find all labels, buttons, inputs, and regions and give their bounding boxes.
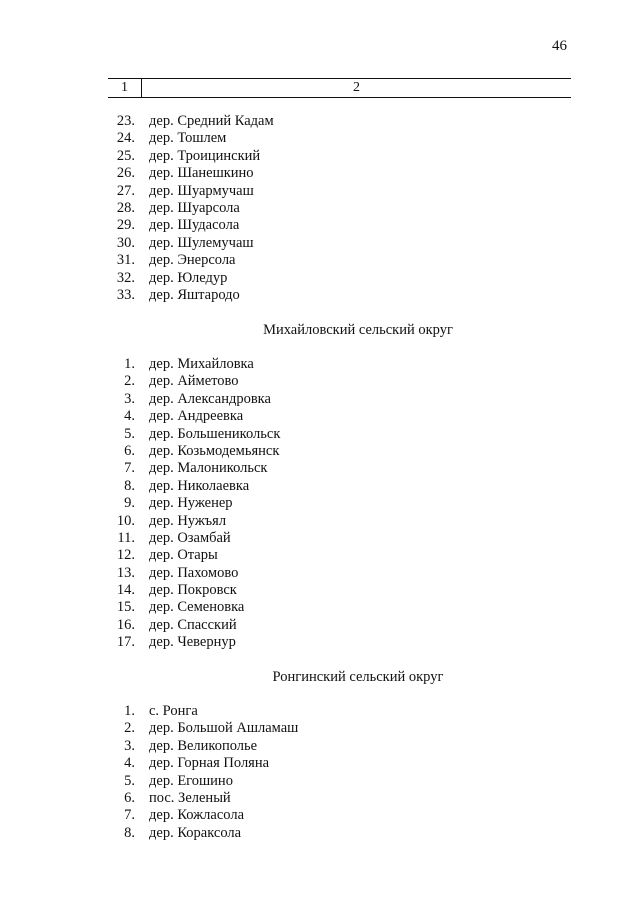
mikhailovsky-settlement-list <box>108 356 280 652</box>
list-item <box>108 443 280 460</box>
settlement-name: дер. Троицинский <box>149 147 261 164</box>
list-item <box>108 547 280 564</box>
settlement-name: дер. Семеновка <box>149 599 245 616</box>
settlement-name: дер. Пахомово <box>149 564 239 581</box>
settlement-name: дер. Великополье <box>149 737 258 754</box>
list-item <box>108 513 280 530</box>
list-item <box>108 478 280 495</box>
item-number: 11. <box>117 529 135 546</box>
column-2-label: 2 <box>353 80 360 95</box>
list-item <box>108 200 274 217</box>
section-heading-mikhailovsky: Михайловский сельский округ <box>263 322 453 338</box>
list-item <box>108 148 274 165</box>
list-item <box>108 599 280 616</box>
list-item <box>108 738 298 755</box>
column-1-label: 1 <box>121 80 128 95</box>
settlement-name: дер. Нуженер <box>149 495 233 512</box>
item-number: 10. <box>116 512 135 529</box>
section-heading-ronginsky: Ронгинский сельский округ <box>272 669 444 685</box>
settlement-name: дер. Покровск <box>149 582 237 599</box>
list-item <box>108 565 280 582</box>
settlement-name: дер. Отары <box>149 547 218 564</box>
item-number: 1. <box>124 703 135 719</box>
list-item <box>108 391 280 408</box>
item-number: 6. <box>124 442 135 459</box>
settlement-name: дер. Кожласола <box>149 807 245 824</box>
item-number: 8. <box>124 477 135 494</box>
item-number: 28. <box>116 199 135 216</box>
item-number: 2. <box>124 373 135 390</box>
list-item <box>108 720 298 737</box>
list-item <box>108 617 280 634</box>
settlement-name: дер. Шуармучаш <box>149 182 254 199</box>
list-item <box>108 634 280 651</box>
settlement-name: дер. Шуарсола <box>149 199 240 216</box>
settlement-name: дер. Средний Кадам <box>149 113 274 129</box>
list-item <box>108 790 298 807</box>
item-number: 29. <box>116 217 135 234</box>
item-number: 33. <box>116 286 135 303</box>
settlement-name: дер. Козьмодемьянск <box>149 442 280 459</box>
item-number: 16. <box>116 616 135 633</box>
item-number: 24. <box>116 130 135 147</box>
list-item <box>108 773 298 790</box>
list-item <box>108 356 280 373</box>
list-item <box>108 183 274 200</box>
item-number: 4. <box>124 755 135 772</box>
settlement-name: дер. Юледур <box>149 269 228 286</box>
settlement-name: дер. Шудасола <box>149 217 240 234</box>
item-number: 8. <box>124 824 135 841</box>
settlement-name: дер. Кораксола <box>149 824 242 841</box>
settlement-name: дер. Озамбай <box>149 529 231 546</box>
settlement-name: пос. Зеленый <box>149 789 231 806</box>
item-number: 15. <box>116 599 135 616</box>
item-number: 30. <box>116 234 135 251</box>
item-number: 9. <box>124 495 135 512</box>
list-item <box>108 217 274 234</box>
item-number: 5. <box>124 772 135 789</box>
list-item <box>108 373 280 390</box>
item-number: 26. <box>116 165 135 182</box>
list-item <box>108 252 274 269</box>
settlement-name: дер. Малоникольск <box>149 460 268 477</box>
list-item <box>108 130 274 147</box>
settlement-name: дер. Горная Поляна <box>149 755 270 772</box>
list-item <box>108 165 274 182</box>
list-item <box>108 703 298 720</box>
settlement-name: дер. Айметово <box>149 373 239 390</box>
settlement-name: дер. Нужъял <box>149 512 227 529</box>
list-item <box>108 426 280 443</box>
item-number: 2. <box>124 720 135 737</box>
settlement-name: дер. Тошлем <box>149 130 227 147</box>
list-item <box>108 755 298 772</box>
item-number: 4. <box>124 408 135 425</box>
settlement-name: дер. Большой Ашламаш <box>149 720 299 737</box>
list-item <box>108 807 298 824</box>
settlement-name: дер. Спасский <box>149 616 237 633</box>
item-number: 6. <box>124 789 135 806</box>
item-number: 23. <box>116 113 135 129</box>
item-number: 3. <box>124 390 135 407</box>
item-number: 32. <box>116 269 135 286</box>
settlement-name: дер. Егошино <box>149 772 233 789</box>
settlement-name: дер. Николаевка <box>149 477 250 494</box>
item-number: 7. <box>124 807 135 824</box>
list-item <box>108 825 298 842</box>
list-item <box>108 495 280 512</box>
settlement-name: дер. Андреевка <box>149 408 244 425</box>
settlement-name: дер. Энерсола <box>149 252 236 269</box>
settlement-name: дер. Александровка <box>149 390 271 407</box>
item-number: 31. <box>116 252 135 269</box>
item-number: 27. <box>116 182 135 199</box>
settlement-name: с. Ронга <box>149 703 198 719</box>
list-item <box>108 460 280 477</box>
list-item <box>108 235 274 252</box>
item-number: 13. <box>116 564 135 581</box>
item-number: 14. <box>116 582 135 599</box>
list-item <box>108 287 274 304</box>
item-number: 5. <box>124 425 135 442</box>
list-item <box>108 530 280 547</box>
settlement-name: дер. Михайловка <box>149 356 254 372</box>
page-number: 46 <box>552 38 567 54</box>
settlement-name: дер. Большеникольск <box>149 425 281 442</box>
list-item <box>108 113 274 130</box>
item-number: 12. <box>116 547 135 564</box>
continued-settlement-list <box>108 113 274 304</box>
item-number: 1. <box>124 356 135 372</box>
settlement-name: дер. Яштародо <box>149 286 240 303</box>
settlement-name: дер. Чевернур <box>149 634 236 651</box>
list-item <box>108 582 280 599</box>
settlement-name: дер. Шанешкино <box>149 165 254 182</box>
settlement-name: дер. Шулемучаш <box>149 234 254 251</box>
list-item <box>108 408 280 425</box>
list-item <box>108 270 274 287</box>
item-number: 25. <box>116 147 135 164</box>
item-number: 3. <box>124 737 135 754</box>
table-column-header <box>108 78 571 98</box>
ronginsky-settlement-list <box>108 703 298 842</box>
item-number: 7. <box>124 460 135 477</box>
item-number: 17. <box>116 634 135 651</box>
